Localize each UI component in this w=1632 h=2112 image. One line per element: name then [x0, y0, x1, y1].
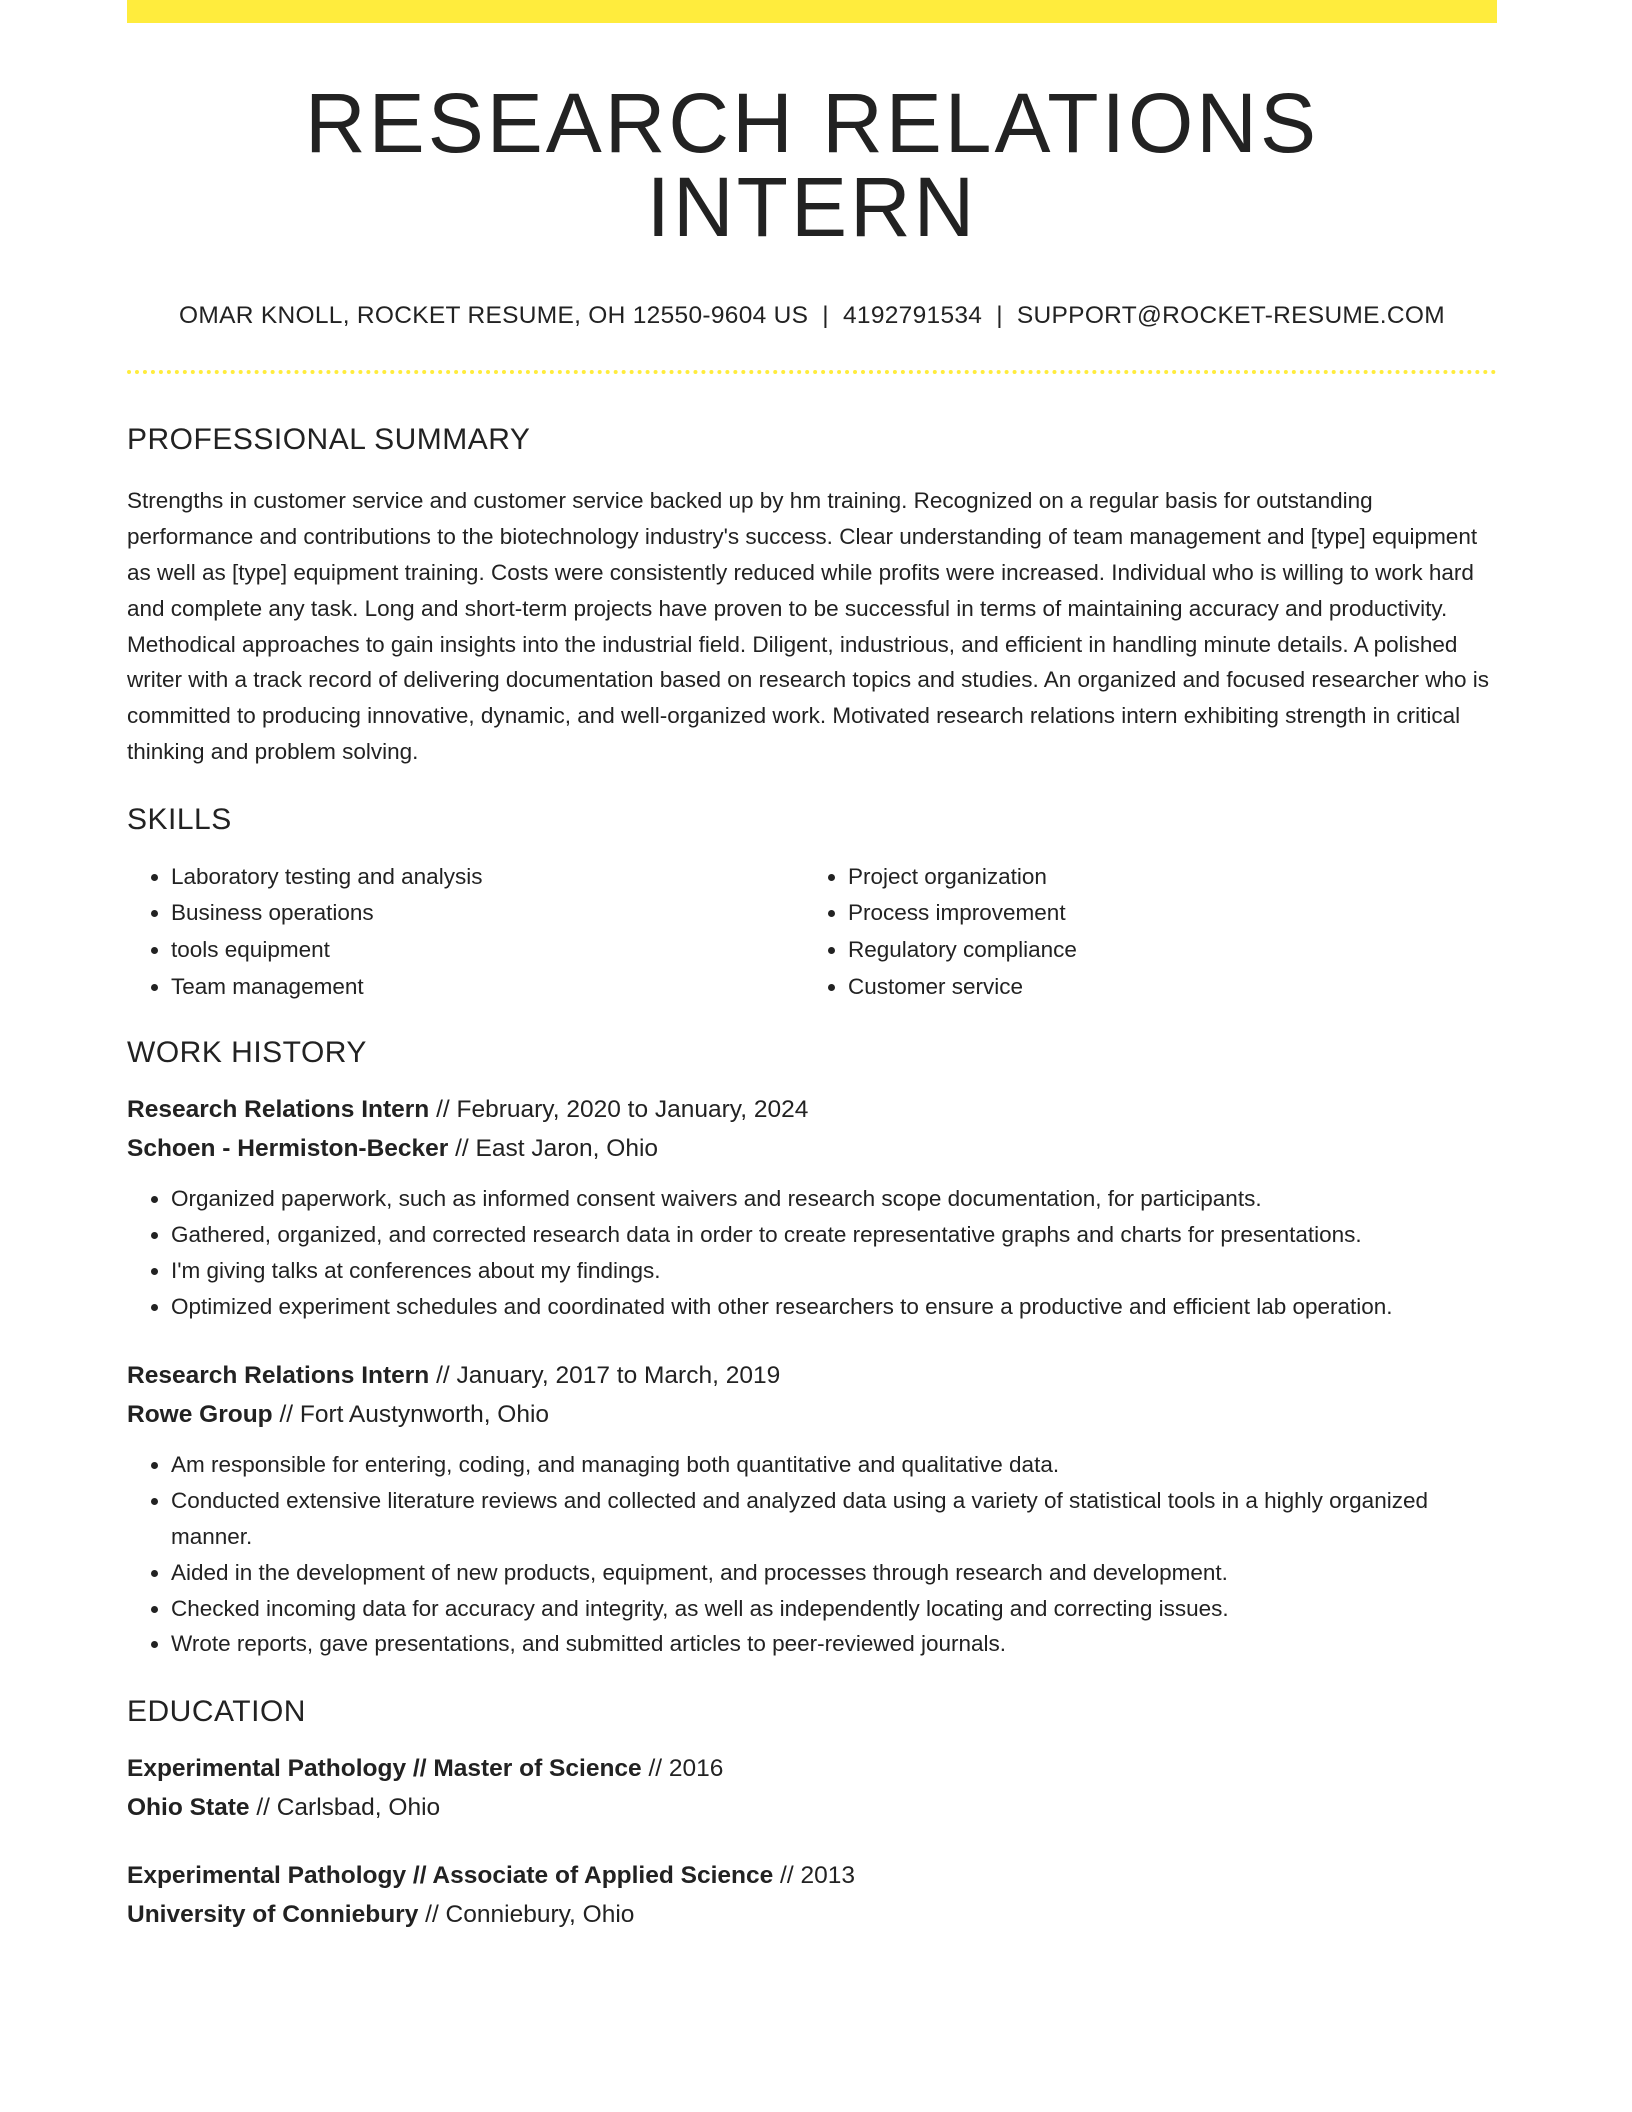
education-degree: Experimental Pathology // Master of Science [127, 1755, 642, 1783]
education-location: // Conniebury, Ohio [418, 1900, 635, 1928]
job-bullet: • Optimized experiment schedules and coordinated with other researchers to ensure a productive and efficient lab operation. [171, 1289, 1497, 1325]
job-title: Research Relations Intern [127, 1096, 430, 1124]
job-dates: // January, 2017 to March, 2019 [429, 1362, 781, 1390]
job-company-line [127, 1130, 1497, 1169]
resume-page [127, 0, 1497, 1934]
job-entry [127, 1357, 1497, 1662]
job-bullet: • I'm giving talks at conferences about my findings. [171, 1253, 1497, 1289]
skill-item: • Laboratory testing and analysis [171, 859, 802, 896]
accent-bar [127, 0, 1497, 23]
job-bullet: • Conducted extensive literature reviews and collected and analyzed data using a variety of statistical tools in a highly organized manner. [171, 1483, 1497, 1555]
job-bullet: • Gathered, organized, and corrected research data in order to create representative graphs and charts for presentations. [171, 1217, 1497, 1253]
contact-address: OMAR KNOLL, ROCKET RESUME, OH 12550-9604 US [179, 302, 809, 329]
job-company-line [127, 1396, 1497, 1435]
skill-item: • Team management [171, 969, 802, 1006]
section-heading-education: EDUCATION [127, 1695, 306, 1729]
contact-phone: 4192791534 [842, 302, 983, 329]
education-school: Ohio State [127, 1793, 250, 1821]
skill-item: • Project organization [848, 859, 1477, 896]
education-entry [127, 1857, 1497, 1934]
education-year: // 2013 [773, 1862, 855, 1890]
contact-line [127, 301, 1497, 330]
skills-column-left [127, 859, 802, 1005]
job-company: Rowe Group [127, 1400, 273, 1428]
skill-item: • Regulatory compliance [848, 932, 1477, 969]
job-dates: // February, 2020 to January, 2024 [429, 1096, 809, 1124]
summary-text: Strengths in customer service and customer service backed up by hm training. Recognized on a regular basis for outstanding performance and contributions to the biotechnology industry's success. Clear understanding of team management and [type] equipment as well as [type] equipment training. Costs were consistently reduced while profits were increased. Individual who is willing to work hard and complete any task. Long and short-term projects have proven to be successful in terms of maintaining accuracy and productivity. Methodical approaches to gain insights into the industrial field. Diligent, industrious, and efficient in handling minute details. A polished writer with a track record of delivering documentation based on research topics and studies. An organized and focused researcher who is committed to producing innovative, dynamic, and well-organized work. Motivated research relations intern exhibiting strength in critical thinking and problem solving. [127, 488, 1489, 764]
job-location: // Fort Austynworth, Ohio [272, 1400, 550, 1428]
job-bullet: • Aided in the development of new products, equipment, and processes through research and development. [171, 1555, 1497, 1591]
skill-item: • Customer service [848, 969, 1477, 1006]
job-bullet: • Wrote reports, gave presentations, and submitted articles to peer-reviewed journals. [171, 1626, 1497, 1662]
education-degree: Experimental Pathology // Associate of Applied Science [127, 1862, 774, 1890]
skill-item: • tools equipment [171, 932, 802, 969]
dotted-divider [127, 370, 1497, 374]
skill-item: • Business operations [171, 895, 802, 932]
section-heading-skills: SKILLS [127, 802, 232, 836]
education-degree-line [127, 1857, 1497, 1896]
education-school-line [127, 1789, 1497, 1828]
education-year: // 2016 [641, 1755, 724, 1783]
education-degree-line [127, 1750, 1497, 1789]
section-heading-work-history: WORK HISTORY [127, 1036, 367, 1070]
section-heading-summary: PROFESSIONAL SUMMARY [127, 423, 531, 457]
job-title: Research Relations Intern [127, 1362, 430, 1390]
skills-list [127, 859, 1497, 1005]
job-bullet: • Organized paperwork, such as informed consent waivers and research scope documentation, for participants. [171, 1181, 1497, 1217]
resume-title: RESEARCH RELATIONS INTERN [305, 76, 1319, 254]
contact-email: SUPPORT@ROCKET-RESUME.COM [1016, 302, 1445, 329]
job-bullet: • Checked incoming data for accuracy and integrity, as well as independently locating and correcting issues. [171, 1591, 1497, 1627]
job-bullets [127, 1447, 1497, 1662]
job-bullets [127, 1181, 1497, 1324]
job-company: Schoen - Hermiston-Becker [127, 1134, 449, 1162]
job-entry [127, 1091, 1497, 1324]
job-title-line [127, 1357, 1497, 1396]
job-bullet: • Am responsible for entering, coding, and managing both quantitative and qualitative data. [171, 1447, 1497, 1483]
skill-item: • Process improvement [848, 895, 1477, 932]
education-location: // Carlsbad, Ohio [249, 1793, 441, 1821]
skills-column-right [802, 859, 1477, 1005]
contact-separator: | [822, 302, 829, 329]
job-title-line [127, 1091, 1497, 1130]
education-school-line [127, 1896, 1497, 1935]
education-school: University of Conniebury [127, 1900, 419, 1928]
contact-separator: | [996, 302, 1003, 329]
job-location: // East Jaron, Ohio [448, 1134, 659, 1162]
education-entry [127, 1750, 1497, 1827]
